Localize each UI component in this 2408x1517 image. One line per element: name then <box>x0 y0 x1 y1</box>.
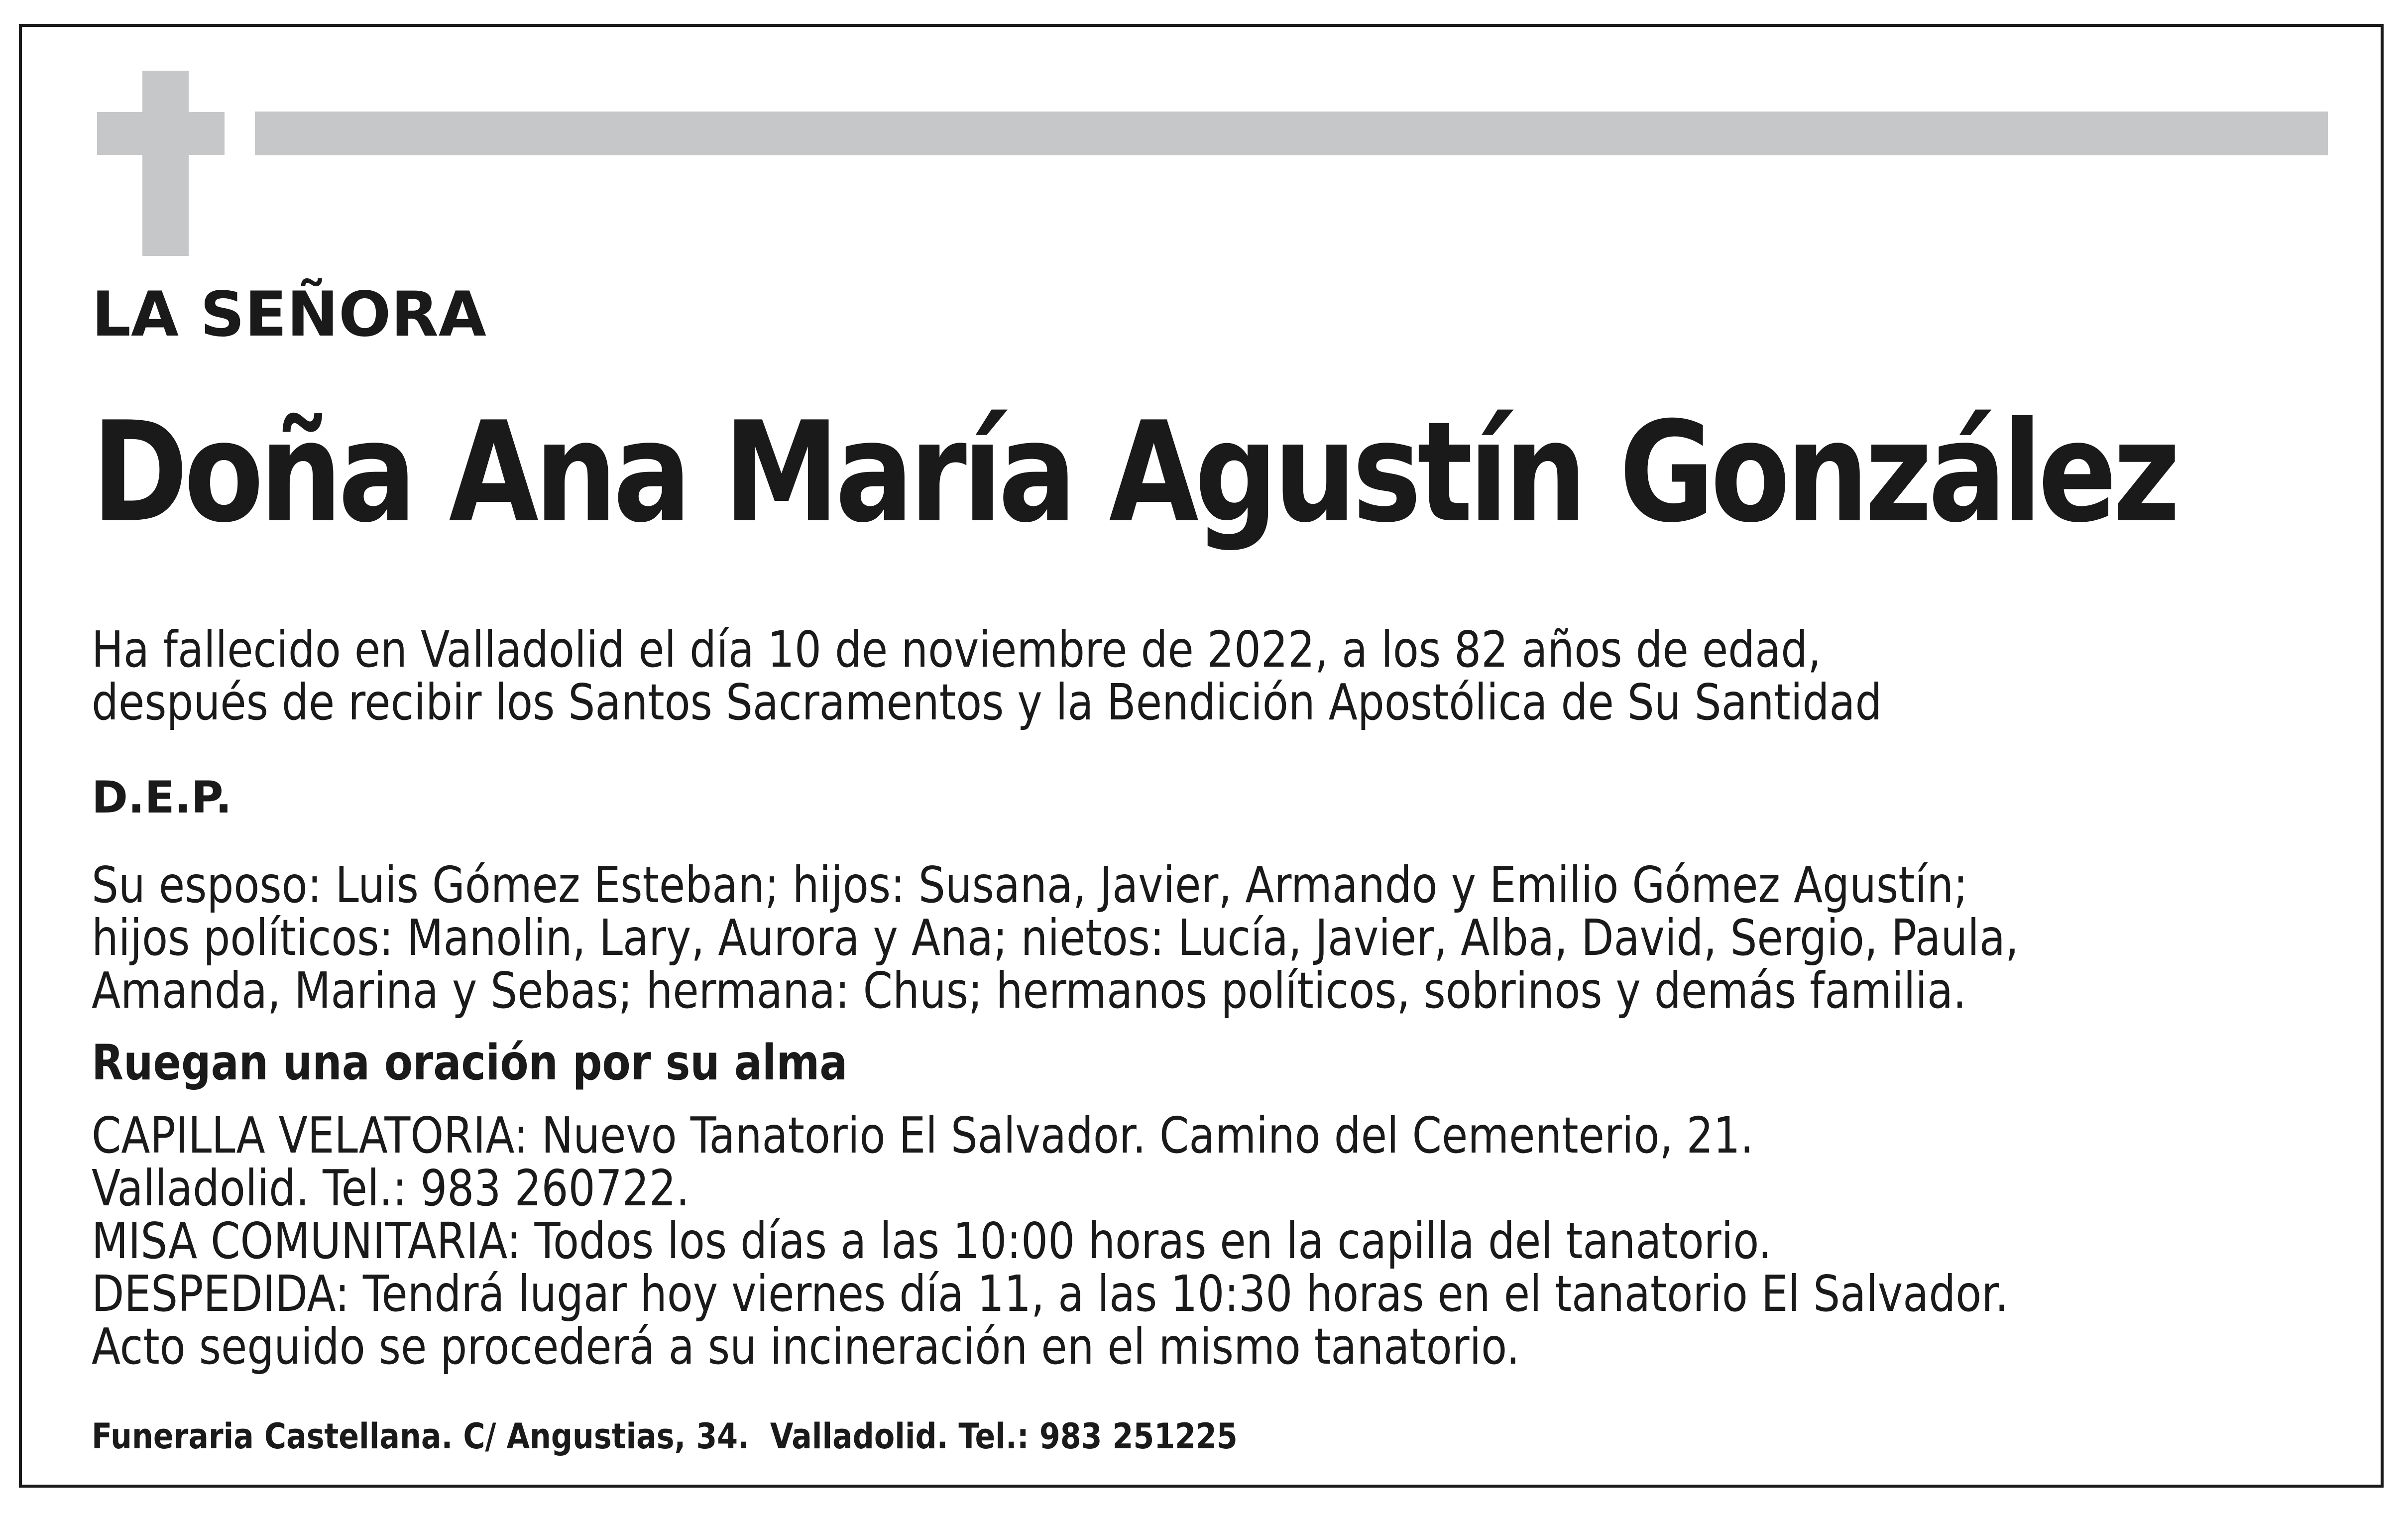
service-line: MISA COMUNITARIA: Todos los días a las 10:00 horas en la capilla del tanatorio. <box>92 1212 1772 1270</box>
service-line: DESPEDIDA: Tendrá lugar hoy viernes día 11, a las 10:30 horas en el tanatorio El Salvador. <box>92 1265 2009 1323</box>
deceased-name: Doña Ana María Agustín González <box>92 392 2177 553</box>
cross-icon-vertical-bar <box>142 71 189 256</box>
family-line: hijos políticos: Manolin, Lary, Aurora y Ana; nietos: Lucía, Javier, Alba, David, Sergio, Paula, <box>92 909 2019 967</box>
funeral-home-footer: Funeraria Castellana. C/ Angustias, 34. Valladolid. Tel.: 983 251225 <box>92 1416 1238 1457</box>
family-line: Amanda, Marina y Sebas; hermana: Chus; hermanos políticos, sobrinos y demás familia. <box>92 961 1967 1020</box>
rip-abbreviation: D.E.P. <box>92 772 232 823</box>
service-details <box>92 1106 2009 1376</box>
death-line: después de recibir los Santos Sacramentos y la Bendición Apostólica de Su Santidad <box>92 673 1882 731</box>
prayer-request: Ruegan una oración por su alma <box>92 1035 848 1091</box>
cross-icon-horizontal-bar <box>97 112 225 155</box>
service-line: Acto seguido se procederá a su incineración en el mismo tanatorio. <box>92 1317 1520 1376</box>
service-line: CAPILLA VELATORIA: Nuevo Tanatorio El Salvador. Camino del Cementerio, 21. <box>92 1106 1754 1165</box>
header-rule <box>255 112 2328 155</box>
honorific: LA SEÑORA <box>92 279 486 350</box>
death-line: Ha fallecido en Valladolid el día 10 de noviembre de 2022, a los 82 años de edad, <box>92 620 1822 679</box>
death-announcement <box>92 620 1882 731</box>
family-line: Su esposo: Luis Gómez Esteban; hijos: Susana, Javier, Armando y Emilio Gómez Agustín; <box>92 856 1968 914</box>
service-line: Valladolid. Tel.: 983 260722. <box>92 1159 689 1217</box>
family-list <box>92 856 2019 1020</box>
